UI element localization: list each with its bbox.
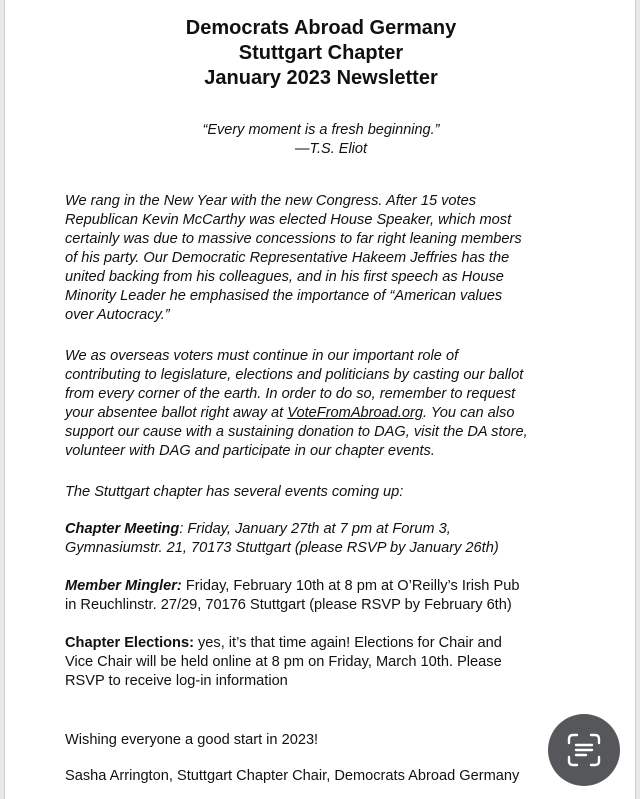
title-line-chapter: Stuttgart Chapter bbox=[238, 42, 404, 64]
voters-line: from every corner of the earth. In order to do so, remember to request bbox=[65, 386, 516, 402]
voters-line-text: your absentee ballot right away at bbox=[65, 405, 288, 421]
scan-text-icon bbox=[564, 730, 604, 770]
event-line: Gymnasiumstr. 21, 70173 Stuttgart (please RSVP by January 26th) bbox=[65, 540, 499, 556]
title-line-organization: Democrats Abroad Germany bbox=[185, 17, 457, 39]
intro-line: We rang in the New Year with the new Congress. After 15 votes bbox=[65, 193, 477, 209]
event-text: yes, it’s that time again! Elections for Chair and bbox=[193, 635, 502, 651]
scan-text-button[interactable] bbox=[548, 714, 620, 786]
newsletter-title bbox=[5, 16, 637, 91]
voters-line: contributing to legislature, elections and politicians by casting our ballot bbox=[65, 367, 524, 383]
quote-text: “Every moment is a fresh beginning.” bbox=[202, 122, 440, 138]
intro-line: over Autocracy.” bbox=[65, 307, 170, 323]
intro-line: certainly was due to massive concessions to far right leaning members bbox=[65, 231, 522, 247]
event-chapter-meeting bbox=[65, 520, 610, 558]
voters-line: support our cause with a sustaining donation to DAG, visit the DA store, bbox=[65, 424, 528, 440]
event-line: in Reuchlinstr. 27/29, 70176 Stuttgart (please RSVP by February 6th) bbox=[65, 597, 512, 613]
epigraph bbox=[5, 121, 637, 159]
event-text: Friday, February 10th at 8 pm at O’Reilly’s Irish Pub bbox=[181, 578, 520, 594]
voters-line: We as overseas voters must continue in our important role of bbox=[65, 348, 459, 364]
events-intro: The Stuttgart chapter has several events coming up: bbox=[65, 484, 404, 500]
voters-paragraph bbox=[65, 347, 610, 461]
voters-line: volunteer with DAG and participate in our chapter events. bbox=[65, 443, 435, 459]
event-line: Vice Chair will be held online at 8 pm on Friday, March 10th. Please bbox=[65, 654, 502, 670]
quote-author: —T.S. Eliot bbox=[295, 141, 367, 157]
intro-line: united backing from his colleagues, and in his first speech as House bbox=[65, 269, 504, 285]
event-chapter-elections bbox=[65, 634, 610, 691]
event-text: : Friday, January 27th at 7 pm at Forum 3, bbox=[179, 521, 451, 537]
signature: Sasha Arrington, Stuttgart Chapter Chair, Democrats Abroad Germany bbox=[65, 768, 520, 784]
event-label: Chapter Elections: bbox=[65, 635, 194, 651]
event-line bbox=[65, 520, 610, 539]
voters-line bbox=[65, 404, 610, 423]
intro-line: Minority Leader he emphasised the importance of “American values bbox=[65, 288, 503, 304]
intro-paragraph bbox=[65, 192, 610, 325]
event-member-mingler bbox=[65, 577, 610, 615]
title-line-issue: January 2023 Newsletter bbox=[204, 67, 438, 89]
event-line: RSVP to receive log-in information bbox=[65, 673, 288, 689]
event-line bbox=[65, 577, 610, 596]
intro-line: Republican Kevin McCarthy was elected House Speaker, which most bbox=[65, 212, 512, 228]
event-label: Chapter Meeting bbox=[65, 521, 180, 537]
closing-wish: Wishing everyone a good start in 2023! bbox=[65, 732, 319, 748]
votefromabroad-link[interactable]: VoteFromAbroad.org bbox=[287, 405, 424, 421]
event-label: Member Mingler: bbox=[65, 578, 182, 594]
intro-line: of his party. Our Democratic Representative Hakeem Jeffries has the bbox=[65, 250, 510, 266]
voters-line-text: . You can also bbox=[423, 405, 515, 421]
event-line bbox=[65, 634, 610, 653]
newsletter-page bbox=[4, 0, 636, 799]
